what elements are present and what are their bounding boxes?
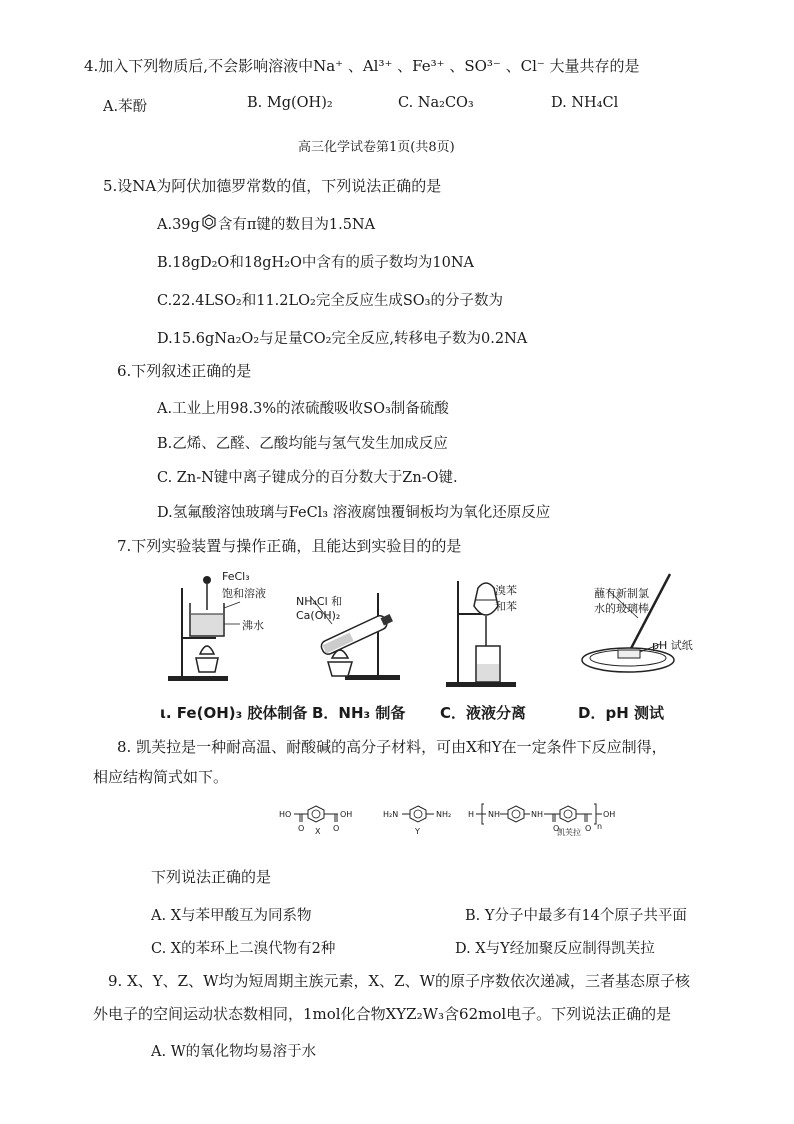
caption-a bbox=[160, 702, 307, 723]
caption-a-text: Fe(OH)₃ 胶体制备 bbox=[176, 704, 308, 722]
question-6-stem: 6.下列叙述正确的是 bbox=[117, 362, 252, 380]
fig-d-label-rod1: 蘸有新制氯 bbox=[594, 587, 649, 600]
caption-a-prefix: ι. bbox=[160, 704, 172, 722]
kevlar-label: 凯芙拉 bbox=[557, 828, 581, 837]
y-label: Y bbox=[415, 827, 420, 836]
y-nh2: NH₂ bbox=[436, 810, 452, 819]
question-5-stem: 5.设NA为阿伏加德罗常数的值，下列说法正确的是 bbox=[103, 177, 442, 195]
q4-option-c: C. Na₂CO₃ bbox=[398, 95, 474, 111]
kevlar-o-right: O bbox=[585, 824, 592, 833]
question-8-stem-line2: 相应结构简式如下。 bbox=[93, 768, 229, 786]
structure-x bbox=[278, 792, 378, 842]
q5-option-a-pre: A.39g bbox=[157, 217, 200, 233]
x-o-right: O bbox=[333, 824, 340, 833]
q5-option-a bbox=[157, 213, 375, 234]
benzene-ring-icon bbox=[201, 214, 217, 230]
q5-option-d: D.15.6gNa₂O₂与足量CO₂完全反应,转移电子数为0.2NA bbox=[157, 331, 528, 347]
page-footer: 高三化学试卷第1页(共8页) bbox=[298, 140, 455, 155]
x-label: X bbox=[315, 827, 321, 836]
fig-d-label-rod2: 水的玻璃棒 bbox=[594, 602, 649, 615]
caption-b: B．NH₃ 制备 bbox=[312, 704, 406, 722]
q5-option-b: B.18gD₂O和18gH₂O中含有的质子数均为10NA bbox=[157, 255, 475, 271]
question-8-stem-line1: 8. 凯芙拉是一种耐高温、耐酸碱的高分子材料，可由X和Y在一定条件下反应制得， bbox=[117, 738, 667, 756]
kevlar-nh-right: NH bbox=[531, 810, 543, 819]
caption-d: D．pH 测试 bbox=[578, 704, 664, 722]
fig-a-label-water: 沸水 bbox=[242, 619, 264, 632]
q6-option-a: A.工业上用98.3%的浓硫酸吸收SO₃制备硫酸 bbox=[157, 401, 449, 417]
fig-b-label-nh4cl: NH₄Cl 和 bbox=[296, 595, 343, 608]
x-oh: OH bbox=[340, 810, 353, 819]
q8-substem: 下列说法正确的是 bbox=[151, 868, 272, 886]
q5-option-c: C.22.4LSO₂和11.2LO₂完全反应生成SO₃的分子数为 bbox=[157, 293, 503, 309]
kevlar-oh: OH bbox=[603, 810, 616, 819]
fig-a-label-fecl3: FeCl₃ bbox=[222, 570, 250, 583]
kevlar-h: H bbox=[468, 810, 475, 819]
question-9-stem-line1: 9. X、Y、Z、W均为短周期主族元素，X、Z、W的原子序数依次递减，三者基态原子核 bbox=[108, 972, 691, 990]
y-h2n: H₂N bbox=[383, 810, 399, 819]
q4-option-a: A.苯酚 bbox=[103, 99, 148, 115]
fig-c-label-bromobenzene: 溴苯 bbox=[495, 584, 517, 597]
q9-option-a: A. W的氧化物均易溶于水 bbox=[151, 1044, 317, 1060]
question-9-stem-line2: 外电子的空间运动状态数相同，1mol化合物XYZ₂W₃含62mol电子。下列说法正确的是 bbox=[93, 1005, 672, 1023]
kevlar-o-left: O bbox=[553, 824, 560, 833]
q6-option-c: C. Zn-N键中离子键成分的百分数大于Zn-O键. bbox=[157, 470, 458, 486]
question-7-stem: 7.下列实验装置与操作正确，且能达到实验目的的是 bbox=[117, 537, 462, 555]
kevlar-subscript-n: n bbox=[597, 822, 603, 831]
q4-option-b: B. Mg(OH)₂ bbox=[247, 95, 333, 111]
fig-a-label-solution: 饱和溶液 bbox=[222, 587, 266, 600]
fig-b-label-caoh2: Ca(OH)₂ bbox=[296, 609, 341, 622]
fig-d-label-ph-paper: pH 试纸 bbox=[652, 639, 693, 652]
q8-option-b: B. Y分子中最多有14个原子共平面 bbox=[465, 908, 687, 924]
x-ho: HO bbox=[279, 810, 292, 819]
q6-option-b: B.乙烯、乙醛、乙酸均能与氢气发生加成反应 bbox=[157, 436, 448, 452]
q4-option-d: D. NH₄Cl bbox=[551, 95, 619, 111]
q8-option-c: C. X的苯环上二溴代物有2种 bbox=[151, 941, 336, 957]
q5-option-a-post: 含有π键的数目为1.5NA bbox=[217, 217, 376, 233]
kevlar-nh-left: NH bbox=[488, 810, 500, 819]
question-4-stem: 4.加入下列物质后,不会影响溶液中Na⁺ 、Al³⁺ 、Fe³⁺ 、SO³⁻ 、Cl⁻ 大量共存的是 bbox=[84, 57, 640, 75]
q6-option-d: D.氢氟酸溶蚀玻璃与FeCl₃ 溶液腐蚀覆铜板均为氧化还原反应 bbox=[157, 505, 551, 521]
q8-option-a: A. X与苯甲酸互为同系物 bbox=[151, 908, 312, 924]
x-o-left: O bbox=[298, 824, 305, 833]
caption-c: C．液液分离 bbox=[440, 704, 527, 722]
fig-c-label-benzene: 和苯 bbox=[495, 600, 517, 613]
q8-option-d: D. X与Y经加聚反应制得凯芙拉 bbox=[455, 941, 655, 957]
